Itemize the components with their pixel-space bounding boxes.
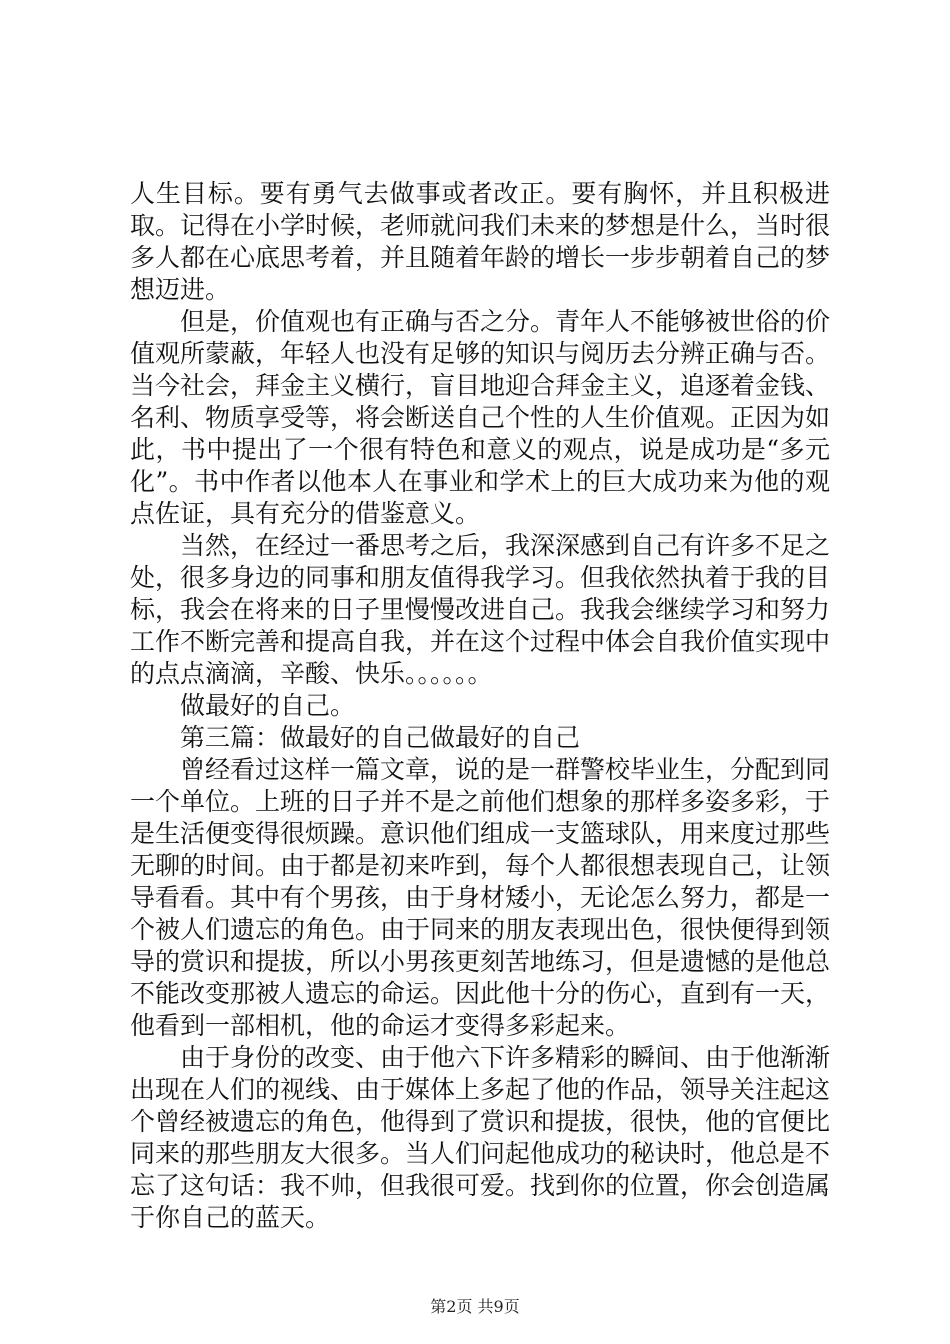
paragraph-5: 曾经看过这样一篇文章，说的是一群警校毕业生，分配到同一个单位。上班的日子并不是之前他们想象的那样多姿多彩，于是生活便变得很烦躁。意识他们组成一支篮球队，用来度过那些无聊的时间。由于都是初来咋到，每个人都很想表现自己，让领导看看。其中有个男孩，由于身材矮小，无论怎么努力，都是一个被人们遗忘的角色。由于同来的朋友表现出色，很快便得到领导的赏识和提拔，所以小男孩更刻苦地练习，但是遗憾的是他总不能改变那被人遗忘的命运。因此他十分的伤心，直到有一天，他看到一部相机，他的命运才变得多彩起来。 (130, 755, 831, 1040)
document-body (130, 178, 830, 1234)
paragraph-6: 由于身份的改变、由于他六下许多精彩的瞬间、由于他渐渐出现在人们的视线、由于媒体上多起了他的作品，领导关注起这个曾经被遗忘的角色，他得到了赏识和提拔，很快，他的官便比同来的那些朋友大很多。当人们问起他成功的秘诀时，他总是不忘了这句话：我不帅，但我很可爱。找到你的位置，你会创造属于你自己的蓝天。 (130, 1043, 831, 1232)
paragraph-1: 人生目标。要有勇气去做事或者改正。要有胸怀，并且积极进取。记得在小学时候，老师就问我们未来的梦想是什么，当时很多人都在心底思考着，并且随着年龄的增长一步步朝着自己的梦想迈进。 (130, 179, 831, 304)
paragraph-2: 但是，价值观也有正确与否之分。青年人不能够被世俗的价值观所蒙蔽，年轻人也没有足够的知识与阅历去分辨正确与否。当今社会，拜金主义横行，盲目地迎合拜金主义，追逐着金钱、名利、物质享受等，将会断送自己个性的人生价值观。正因为如此，书中提出了一个很有特色和意义的观点，说是成功是“多元化”。书中作者以他本人在事业和学术上的巨大成功来为他的观点佐证，具有充分的借鉴意义。 (130, 307, 831, 528)
paragraph-4: 做最好的自己。 (180, 691, 356, 720)
paragraph-3: 当然，在经过一番思考之后，我深深感到自己有许多不足之处，很多身边的同事和朋友值得我学习。但我依然执着于我的目标，我会在将来的日子里慢慢改进自己。我我会继续学习和努力工作不断完善和提高自我，并在这个过程中体会自我价值实现中的点点滴滴，辛酸、快乐。。。。。。 (130, 531, 831, 688)
section-heading: 第三篇：做最好的自己做最好的自己 (180, 723, 581, 752)
page-footer: 第2页 共9页 (430, 1297, 520, 1316)
